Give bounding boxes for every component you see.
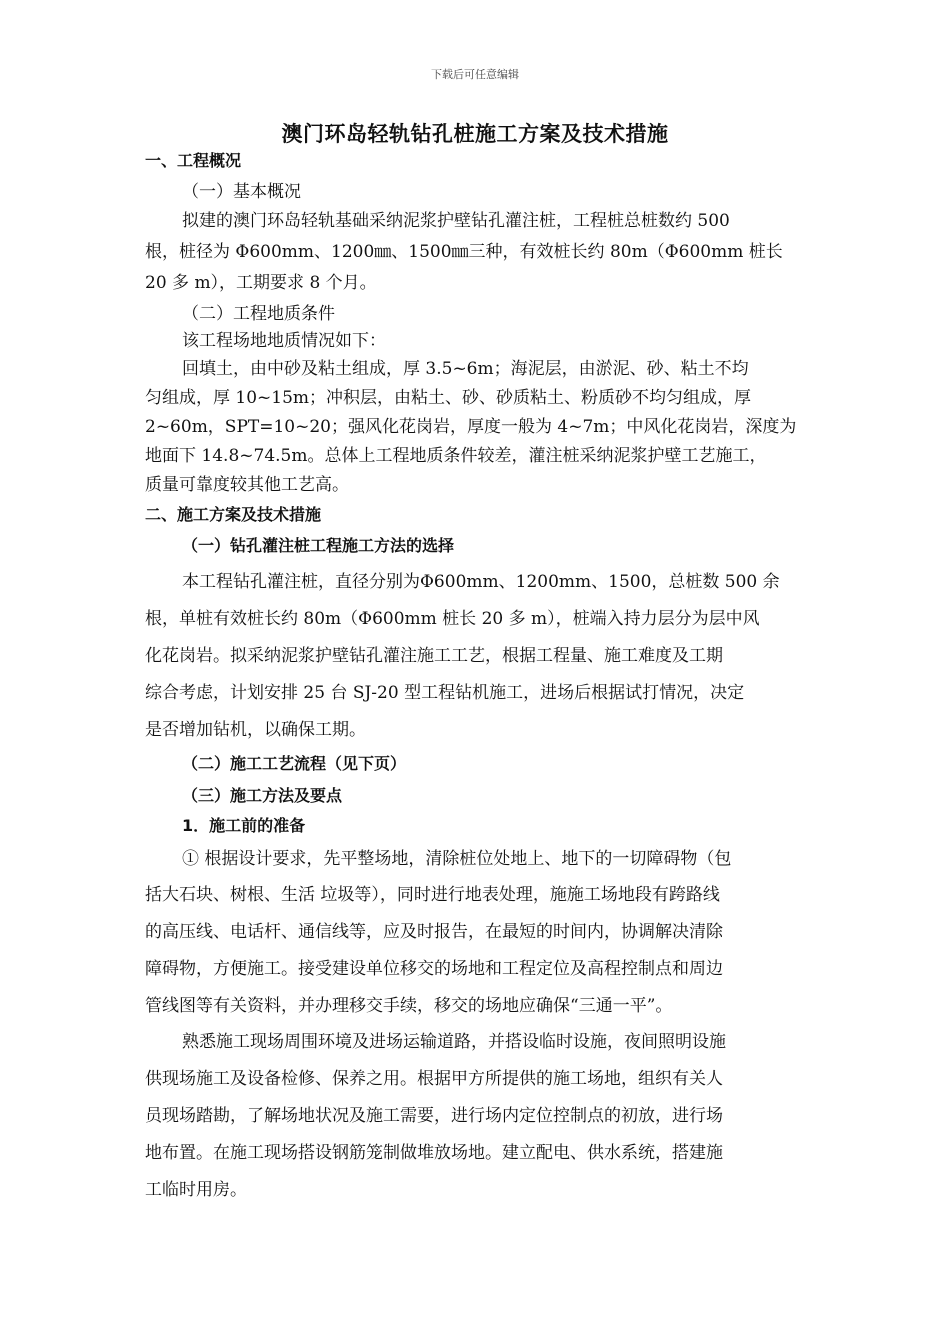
- paragraph-line: 回填土，由中砂及粘土组成，厚 3.5~6m；海泥层，由淤泥、砂、粘土不均: [182, 359, 749, 379]
- paragraph-line: 本工程钻孔灌注桩，直径分别为Φ600mm、1200mm、1500，总桩数 500 余: [182, 572, 780, 592]
- header-note: 下载后可任意编辑: [431, 68, 519, 81]
- paragraph-line: 20 多 m），工期要求 8 个月。: [145, 273, 377, 293]
- paragraph-line: 该工程场地地质情况如下：: [182, 331, 386, 351]
- item-heading: 1．施工前的准备: [182, 816, 306, 835]
- subsection-heading: （二）施工工艺流程（见下页）: [182, 754, 407, 773]
- paragraph-line: 管线图等有关资料，并办理移交手续，移交的场地应确保“三通一平”。: [145, 996, 673, 1016]
- paragraph-line: 员现场踏勘，了解场地状况及施工需要，进行场内定位控制点的初放，进行场: [145, 1106, 723, 1126]
- paragraph-line: 地布置。在施工现场搭设钢筋笼制做堆放场地。建立配电、供水系统，搭建施: [145, 1143, 723, 1163]
- subsection-heading: （二）工程地质条件: [182, 304, 335, 324]
- paragraph-line: ① 根据设计要求，先平整场地，清除桩位处地上、地下的一切障碍物（包: [182, 849, 732, 869]
- subsection-heading: （一）钻孔灌注桩工程施工方法的选择: [182, 536, 455, 555]
- paragraph-line: 质量可靠度较其他工艺高。: [145, 475, 349, 495]
- paragraph-line: 的高压线、电话杆、通信线等，应及时报告，在最短的时间内，协调解决清除: [145, 922, 723, 942]
- section-heading: 一、工程概况: [145, 151, 242, 170]
- subsection-heading: （三）施工方法及要点: [182, 786, 343, 805]
- paragraph-line: 2~60m，SPT=10~20；强风化花岗岩，厚度一般为 4~7m；中风化花岗岩，深度为: [145, 417, 797, 437]
- paragraph-line: 根，桩径为 Φ600mm、1200㎜、1500㎜三种，有效桩长约 80m（Φ600mm 桩长: [145, 242, 783, 262]
- paragraph-line: 化花岗岩。拟采纳泥浆护壁钻孔灌注施工工艺，根据工程量、施工难度及工期: [145, 646, 723, 666]
- paragraph-line: 括大石块、树根、生活 垃圾等），同时进行地表处理，施施工场地段有跨路线: [145, 885, 720, 905]
- paragraph-line: 障碍物，方便施工。接受建设单位移交的场地和工程定位及高程控制点和周边: [145, 959, 723, 979]
- paragraph-line: 是否增加钻机，以确保工期。: [145, 720, 366, 740]
- subsection-heading: （一）基本概况: [182, 182, 301, 202]
- paragraph-line: 地面下 14.8~74.5m。总体上工程地质条件较差，灌注桩采纳泥浆护壁工艺施工，: [145, 446, 767, 466]
- document-title: 澳门环岛轻轨钻孔桩施工方案及技术措施: [281, 122, 669, 146]
- paragraph-line: 供现场施工及设备检修、保养之用。根据甲方所提供的施工场地，组织有关人: [145, 1069, 723, 1089]
- paragraph-line: 根，单桩有效桩长约 80m（Φ600mm 桩长 20 多 m），桩端入持力层分为层中风: [145, 609, 760, 629]
- paragraph-line: 拟建的澳门环岛轻轨基础采纳泥浆护壁钻孔灌注桩，工程桩总桩数约 500: [182, 211, 730, 231]
- section-heading: 二、施工方案及技术措施: [145, 505, 322, 524]
- paragraph-line: 熟悉施工现场周围环境及进场运输道路，并搭设临时设施，夜间照明设施: [182, 1032, 726, 1052]
- paragraph-line: 综合考虑，计划安排 25 台 SJ-20 型工程钻机施工，进场后根据试打情况，决定: [145, 683, 745, 703]
- paragraph-line: 工临时用房。: [145, 1180, 247, 1200]
- paragraph-line: 匀组成，厚 10~15m；冲积层，由粘土、砂、砂质粘土、粉质砂不均匀组成，厚: [145, 388, 752, 408]
